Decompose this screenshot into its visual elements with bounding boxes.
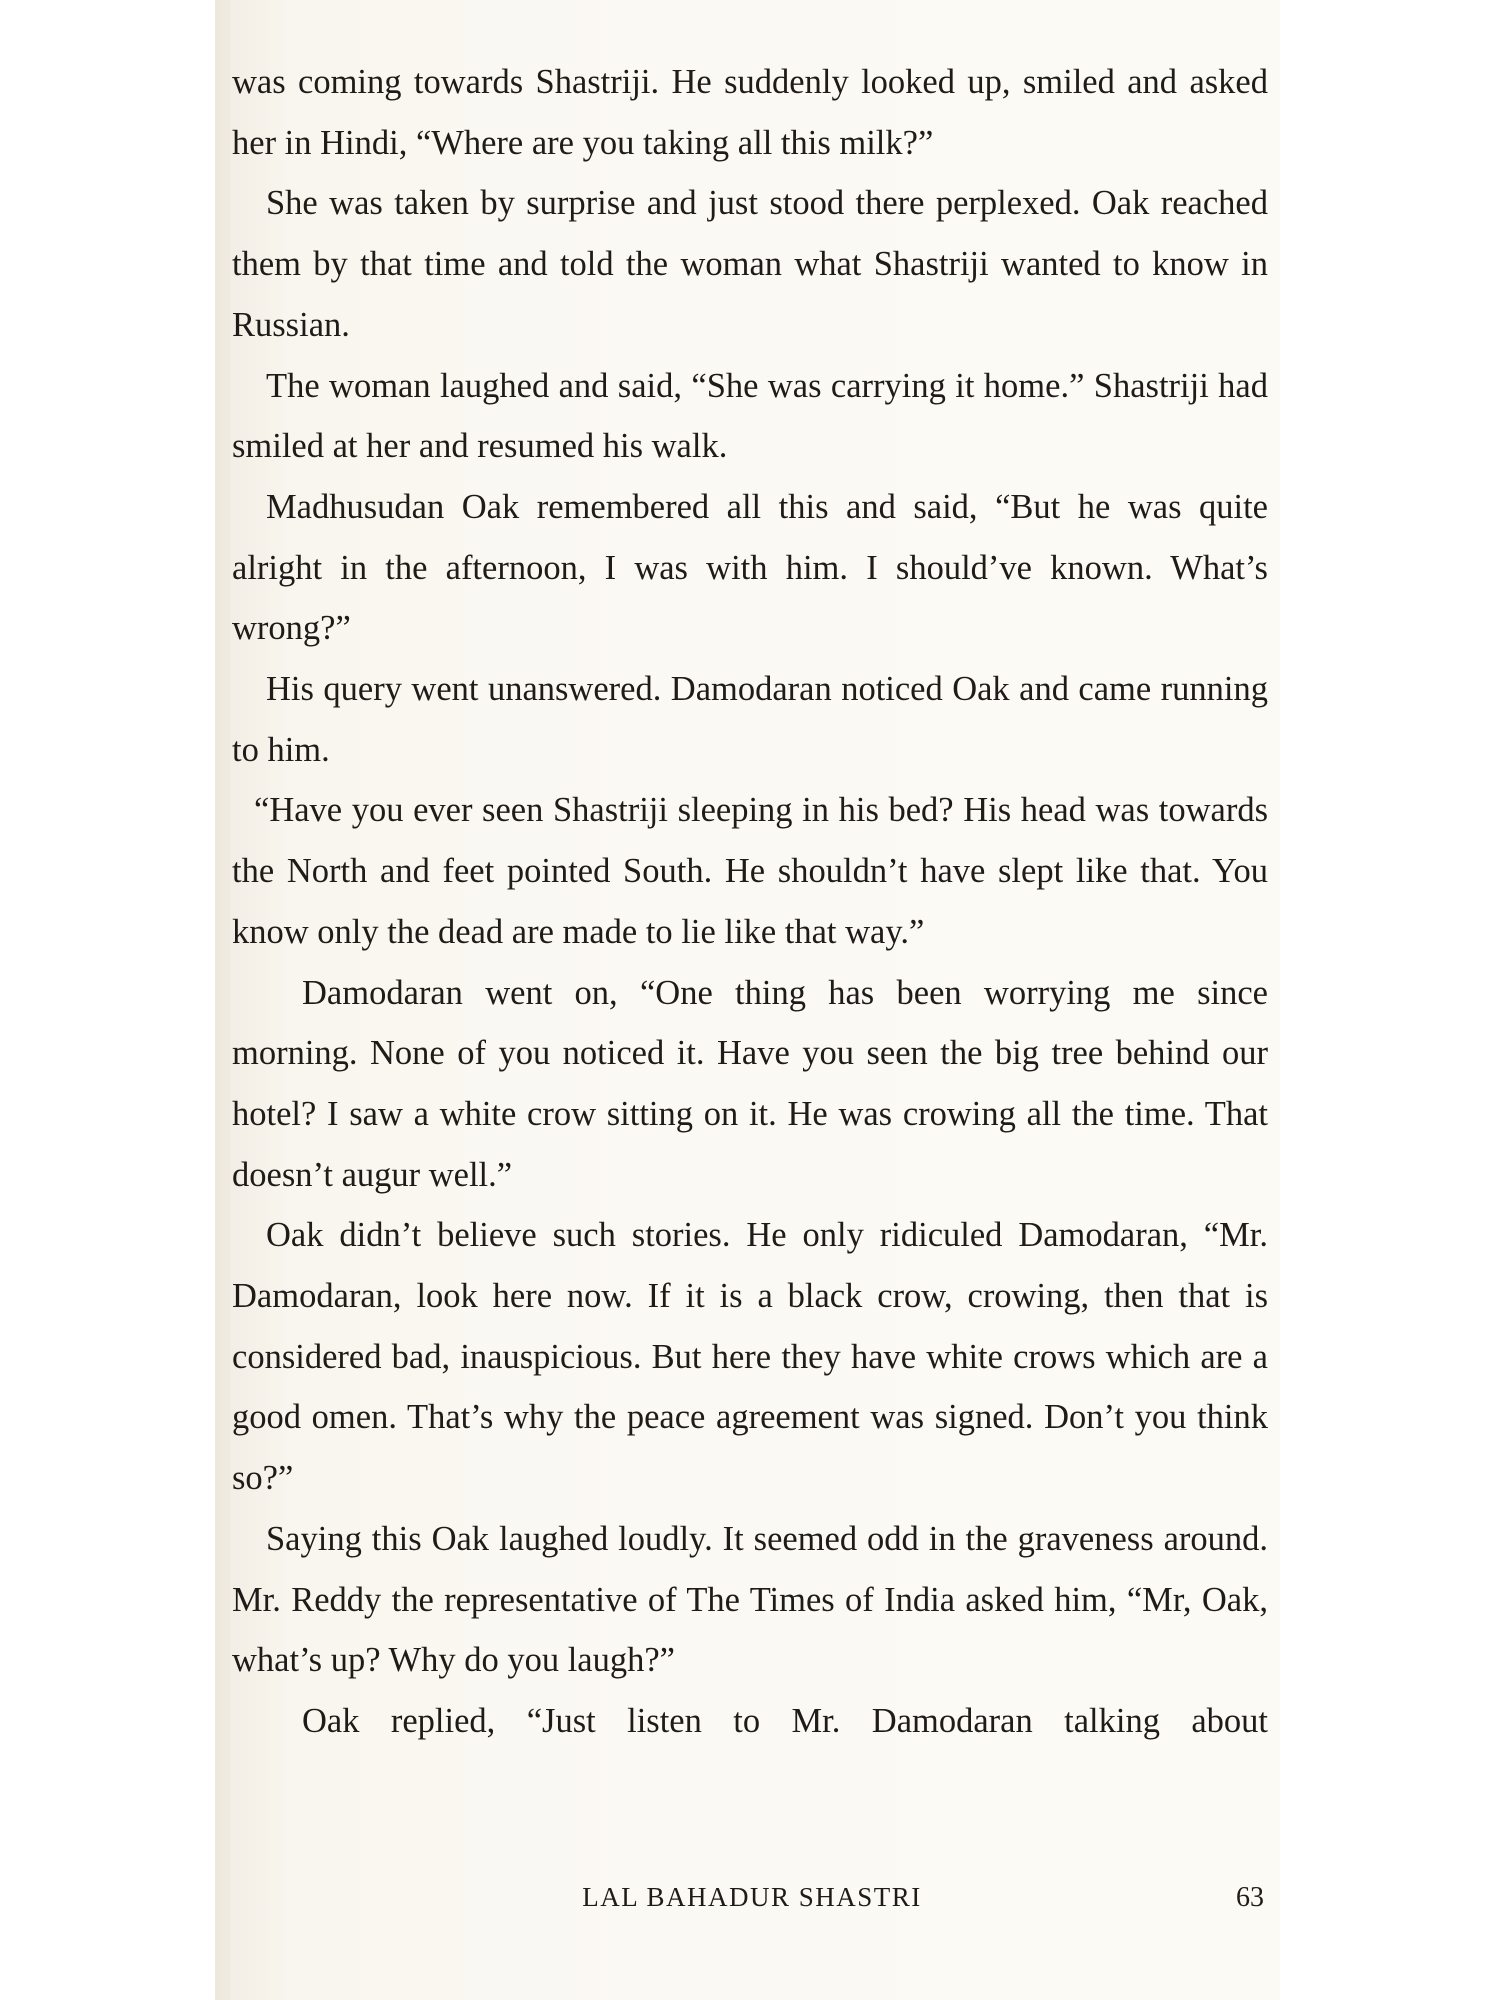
paragraph-2: She was taken by surprise and just stood there perplexed. Oak reached them by that time and told the woman what Shastriji wanted to know in Russian.: [232, 184, 1268, 344]
paragraph-5: His query went unanswered. Damodaran noticed Oak and came running to him.: [232, 670, 1268, 769]
running-title-text: LAL BAHADUR SHASTRI: [582, 1882, 922, 1912]
page-number: 63: [1236, 1882, 1264, 1913]
paragraph-6: “Have you ever seen Shastriji sleeping in his bed? His head was towards the North and feet pointed South. He shouldn’t have slept like that. You know only the dead are made to lie like that way.”: [232, 791, 1268, 951]
paragraph-8: Oak didn’t believe such stories. He only ridiculed Damodaran, “Mr. Damodaran, look here now. If it is a black crow, crowing, then that is considered bad, inauspicious. But here they have white crows which are a good omen. That’s why the peace agreement was signed. Don’t you think so?”: [232, 1216, 1268, 1498]
paragraph-1: was coming towards Shastriji. He suddenly looked up, smiled and asked her in Hindi, “Where are you taking all this milk?”: [232, 63, 1268, 162]
paragraph-4: Madhusudan Oak remembered all this and said, “But he was quite alright in the afternoon, I was with him. I should’ve known. What’s wrong?”: [232, 487, 1268, 648]
running-footer-title: [0, 1882, 1500, 1913]
paragraph-7: Damodaran went on, “One thing has been worrying me since morning. None of you noticed it. Have you seen the big tree behind our hotel? I saw a white crow sitting on it. He was crowing all the time. That doesn’t augur well.”: [232, 973, 1268, 1194]
paragraph-9: Saying this Oak laughed loudly. It seemed odd in the graveness around. Mr. Reddy the representative of The Times of India asked him, “Mr, Oak, what’s up? Why do you laugh?”: [232, 1519, 1268, 1680]
body-text: [232, 52, 1268, 1752]
paragraph-3: The woman laughed and said, “She was carrying it home.” Shastriji had smiled at her and resumed his walk.: [232, 366, 1268, 466]
paragraph-10: Oak replied, “Just listen to Mr. Damodaran talking about: [302, 1701, 1268, 1740]
